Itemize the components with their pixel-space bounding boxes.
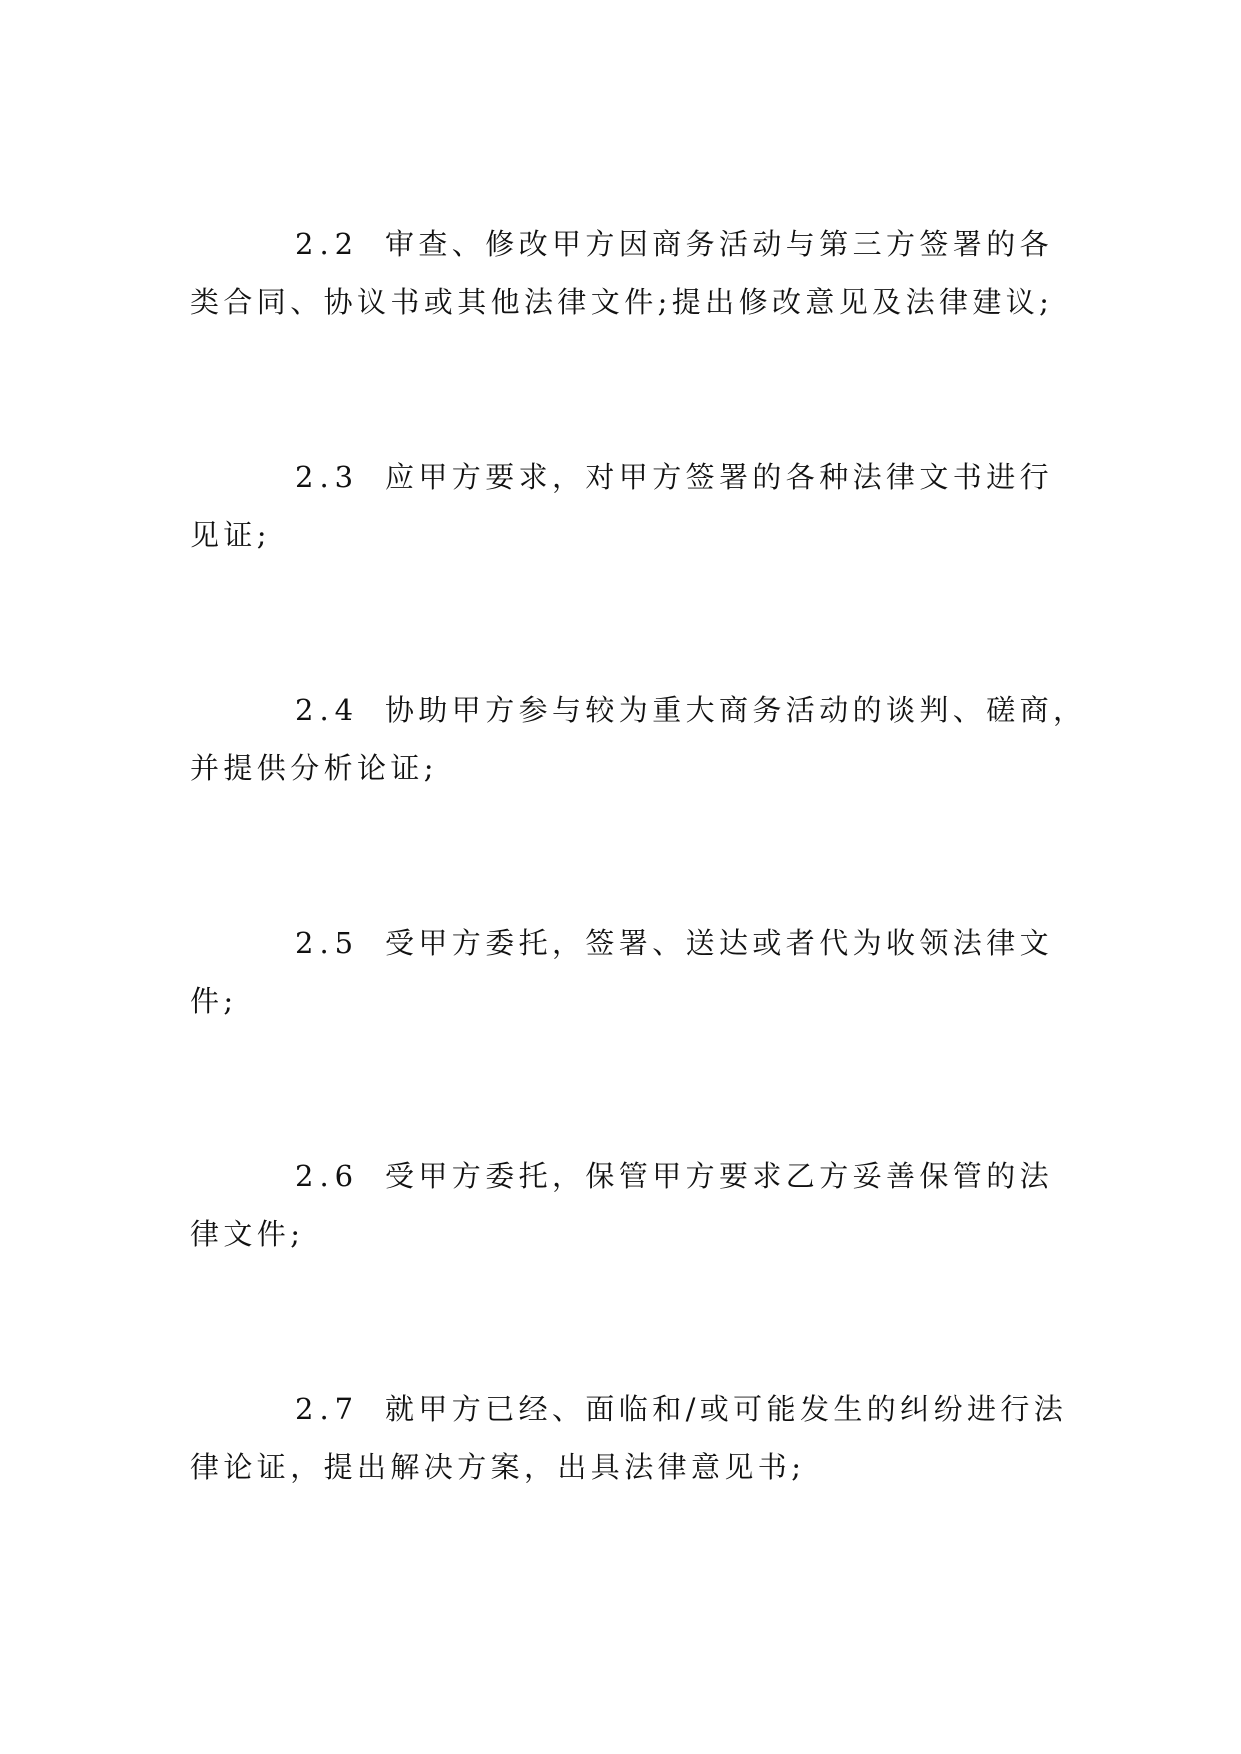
clause-first-line <box>190 914 1070 972</box>
clause-2-2 <box>190 215 1070 331</box>
clause-text: 受甲方委托，签署、送达或者代为收领法律文 <box>385 926 1054 960</box>
clause-first-line <box>190 215 1070 273</box>
clause-continuation-line: 件; <box>190 984 238 1018</box>
clause-2-3 <box>190 448 1070 564</box>
clause-2-5 <box>190 914 1070 1030</box>
clause-number: 2.6 <box>295 1159 360 1193</box>
clause-text: 审查、修改甲方因商务活动与第三方签署的各 <box>385 227 1054 261</box>
clause-number: 2.2 <box>295 227 360 261</box>
clause-continuation-line: 类合同、协议书或其他法律文件;提出修改意见及法律建议; <box>190 285 1054 319</box>
clause-text: 就甲方已经、面临和/或可能发生的纠纷进行法 <box>385 1392 1068 1426</box>
clause-continuation-line: 律论证，提出解决方案，出具法律意见书; <box>190 1450 806 1484</box>
clause-2-7 <box>190 1380 1070 1496</box>
clause-2-6 <box>190 1147 1070 1263</box>
clause-first-line <box>190 1380 1070 1438</box>
clause-number: 2.5 <box>295 926 360 960</box>
clause-continuation-line: 律文件; <box>190 1217 305 1251</box>
clause-text: 应甲方要求，对甲方签署的各种法律文书进行 <box>385 460 1054 494</box>
clause-number: 2.4 <box>295 693 360 727</box>
clause-text: 协助甲方参与较为重大商务活动的谈判、磋商， <box>385 693 1087 727</box>
clause-first-line <box>190 1147 1070 1205</box>
clause-2-4 <box>190 681 1087 797</box>
clause-number: 2.7 <box>295 1392 360 1426</box>
clause-text: 受甲方委托，保管甲方要求乙方妥善保管的法 <box>385 1159 1054 1193</box>
clause-first-line <box>190 681 1087 739</box>
clause-first-line <box>190 448 1070 506</box>
clause-number: 2.3 <box>295 460 360 494</box>
clause-continuation-line: 见证; <box>190 518 271 552</box>
clause-continuation-line: 并提供分析论证; <box>190 751 438 785</box>
